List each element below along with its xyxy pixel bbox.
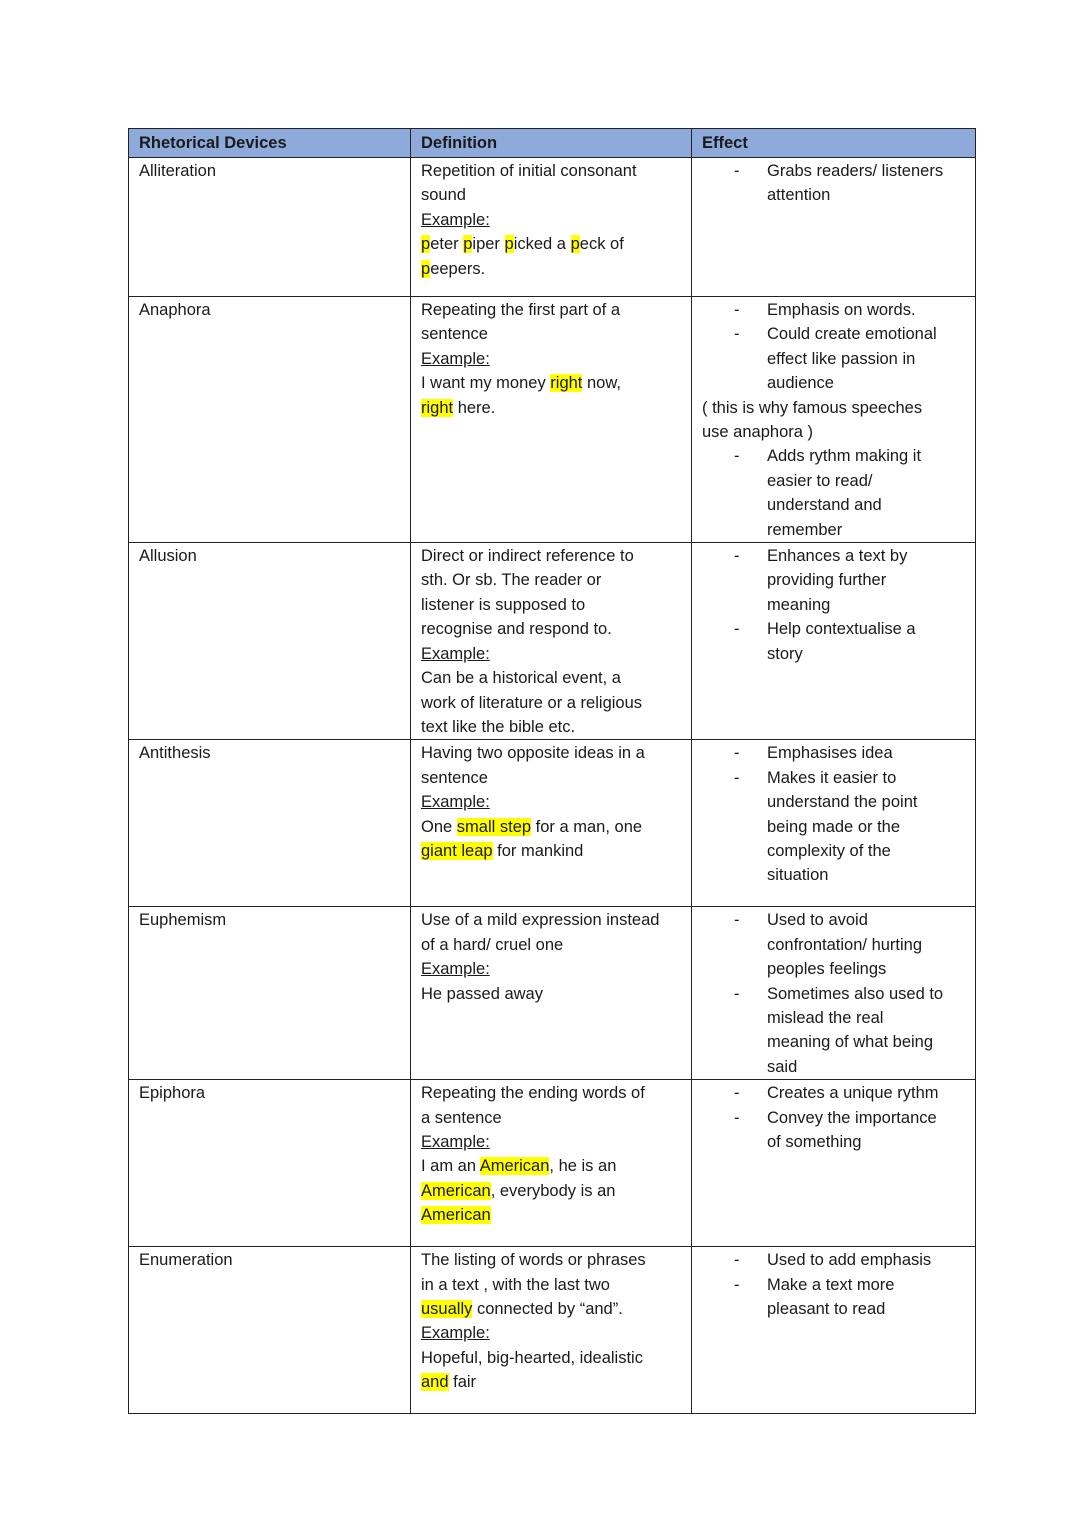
text-line <box>421 1179 687 1203</box>
text-run: , everybody is an <box>490 1181 616 1200</box>
example-label: Example: <box>421 960 490 979</box>
header-row <box>129 129 976 158</box>
effect-list <box>702 159 971 208</box>
effect-line: of something <box>767 1132 862 1151</box>
effect-line: being made or the <box>767 817 901 836</box>
effect-item <box>702 159 971 208</box>
effect-item <box>702 741 971 765</box>
text-line <box>421 232 687 256</box>
definition-line: sound <box>421 186 466 205</box>
device-name: Euphemism <box>139 911 227 930</box>
effect-cell <box>692 907 976 1080</box>
effect-line: story <box>767 644 803 663</box>
effect-item <box>702 1248 971 1272</box>
example-label: Example: <box>421 210 490 229</box>
device-name: Anaphora <box>139 301 211 319</box>
highlighted-text: American <box>479 1157 550 1176</box>
device-name-cell <box>129 907 411 1080</box>
highlighted-text: American <box>421 1206 491 1225</box>
effect-cell <box>692 543 976 740</box>
text-line <box>421 815 687 839</box>
text-line <box>421 1154 687 1178</box>
effect-line: situation <box>767 866 829 885</box>
header-definition: Definition <box>411 129 692 158</box>
effect-item <box>702 1273 971 1322</box>
definition-line: Use of a mild expression instead <box>421 911 660 930</box>
device-name: Alliteration <box>139 162 217 180</box>
text-run: here. <box>453 398 496 417</box>
effect-line: easier to read/ <box>767 471 873 490</box>
definition-line: listener is supposed to <box>421 595 586 614</box>
text-line <box>421 1203 687 1227</box>
effect-line: mislead the real <box>767 1008 884 1027</box>
effect-note-line: use anaphora ) <box>702 423 813 442</box>
effect-cell <box>692 1080 976 1247</box>
highlighted-text: right <box>421 398 454 417</box>
text-line <box>421 1346 687 1370</box>
text-run: eck of <box>579 235 624 254</box>
text-run: iper <box>472 235 505 254</box>
text-line <box>421 982 687 1006</box>
effect-item <box>702 1081 971 1105</box>
definition-cell <box>411 543 692 740</box>
effect-note-line: ( this is why famous speeches <box>702 398 923 417</box>
effect-line: confrontation/ hurting <box>767 935 923 954</box>
definition-cell <box>411 907 692 1080</box>
effect-item <box>702 322 971 395</box>
text-run: in a text , with the last two <box>421 1275 610 1294</box>
definition-line: sentence <box>421 768 488 787</box>
effect-line: understand and <box>767 496 882 515</box>
definition-line: a sentence <box>421 1108 502 1127</box>
effect-line: - Emphasis on words. <box>767 301 916 319</box>
definition-line: recognise and respond to. <box>421 620 612 639</box>
highlighted-text: p <box>504 235 514 254</box>
effect-cell <box>692 740 976 907</box>
table-row <box>129 907 976 1080</box>
definition-line: Having two opposite ideas in a <box>421 744 645 763</box>
text-run: eepers. <box>430 259 486 278</box>
text-run: The listing of words or phrases <box>421 1251 646 1270</box>
text-run: I want my money <box>421 374 551 393</box>
definition-line: sentence <box>421 325 488 344</box>
effect-line: - Make a text more <box>767 1275 895 1294</box>
effect-line: - Grabs readers/ listeners <box>767 162 944 180</box>
effect-note <box>702 396 971 445</box>
effect-list <box>702 1081 971 1154</box>
effect-cell <box>692 297 976 543</box>
text-run: for a man, one <box>531 817 643 836</box>
effect-line: audience <box>767 374 834 393</box>
example-label: Example: <box>421 349 490 368</box>
effect-line: - Adds rythm making it <box>767 447 922 466</box>
text-run: One <box>421 817 457 836</box>
device-name: Allusion <box>139 547 197 566</box>
effect-line: - Enhances a text by <box>767 547 908 566</box>
effect-line: meaning of what being <box>767 1033 934 1052</box>
highlighted-text: American <box>421 1181 491 1200</box>
effect-line: meaning <box>767 595 831 614</box>
definition-line: sth. Or sb. The reader or <box>421 571 602 590</box>
text-run: connected by “and”. <box>472 1299 623 1318</box>
effect-list <box>702 908 971 1079</box>
device-name-cell <box>129 1247 411 1414</box>
text-run: Hopeful, big-hearted, idealistic <box>421 1348 643 1367</box>
table-row <box>129 1247 976 1414</box>
device-name-cell <box>129 1080 411 1247</box>
effect-line: pleasant to read <box>767 1299 886 1318</box>
highlighted-text: p <box>421 259 431 278</box>
device-name-cell <box>129 297 411 543</box>
effect-item <box>702 1106 971 1155</box>
effect-line: understand the point <box>767 793 918 812</box>
definition-line: of a hard/ cruel one <box>421 935 564 954</box>
effect-item <box>702 444 971 542</box>
example-label: Example: <box>421 793 490 812</box>
definition-line: Repetition of initial consonant <box>421 162 637 180</box>
text-run: fair <box>448 1373 477 1392</box>
effect-cell <box>692 1247 976 1414</box>
text-line <box>421 1248 687 1272</box>
text-line <box>421 1273 687 1297</box>
text-run: now, <box>582 374 621 393</box>
effect-line: providing further <box>767 571 887 590</box>
effect-item <box>702 908 971 981</box>
device-name-cell <box>129 543 411 740</box>
highlighted-text: usually <box>421 1299 473 1318</box>
highlighted-text: giant leap <box>421 841 493 860</box>
definition-cell <box>411 1247 692 1414</box>
effect-list <box>702 298 971 396</box>
effect-item <box>702 766 971 888</box>
table-row <box>129 543 976 740</box>
rhetorical-devices-table <box>128 128 976 1414</box>
example-label: Example: <box>421 1324 490 1343</box>
text-line <box>421 715 687 739</box>
header-devices: Rhetorical Devices <box>129 129 411 158</box>
effect-item <box>702 544 971 617</box>
definition-cell <box>411 158 692 297</box>
effect-line: - Sometimes also used to <box>767 984 944 1003</box>
effect-list <box>702 444 971 542</box>
text-run: , he is an <box>549 1157 617 1176</box>
text-line <box>421 839 687 863</box>
text-line <box>421 1297 687 1321</box>
text-line <box>421 257 687 281</box>
effect-item <box>702 617 971 666</box>
definition-line: Repeating the ending words of <box>421 1084 645 1103</box>
highlighted-text: and <box>421 1373 449 1392</box>
effect-line: said <box>767 1057 798 1076</box>
text-run: for mankind <box>492 841 584 860</box>
effect-line: - Help contextualise a <box>767 620 916 639</box>
effect-list <box>702 1248 971 1321</box>
definition-cell <box>411 1080 692 1247</box>
table-row <box>129 740 976 907</box>
text-run: text like the bible etc. <box>421 717 576 736</box>
example-label: Example: <box>421 1132 490 1151</box>
table-row <box>129 158 976 297</box>
effect-line: remember <box>767 520 843 539</box>
highlighted-text: small step <box>456 817 532 836</box>
text-line <box>421 666 687 690</box>
effect-line: attention <box>767 186 831 205</box>
text-run: He passed away <box>421 984 543 1003</box>
text-line <box>421 691 687 715</box>
device-name: Enumeration <box>139 1251 233 1270</box>
text-line <box>421 371 687 395</box>
effect-line: complexity of the <box>767 841 891 860</box>
effect-line: - Used to avoid <box>767 911 868 930</box>
example-label: Example: <box>421 644 490 663</box>
device-name: Antithesis <box>139 744 211 763</box>
device-name: Epiphora <box>139 1084 206 1103</box>
definition-line: Repeating the first part of a <box>421 301 621 319</box>
highlighted-text: p <box>421 235 431 254</box>
effect-line: - Makes it easier to <box>767 768 897 787</box>
highlighted-text: p <box>463 235 473 254</box>
effect-line: - Could create emotional <box>767 325 937 344</box>
definition-cell <box>411 297 692 543</box>
effect-cell <box>692 158 976 297</box>
effect-list <box>702 544 971 666</box>
header-effect: Effect <box>692 129 976 158</box>
text-run: eter <box>430 235 464 254</box>
highlighted-text: p <box>570 235 580 254</box>
text-run: icked a <box>513 235 571 254</box>
definition-line: Direct or indirect reference to <box>421 547 634 566</box>
device-name-cell <box>129 740 411 907</box>
text-line <box>421 396 687 420</box>
device-name-cell <box>129 158 411 297</box>
effect-line: effect like passion in <box>767 349 916 368</box>
effect-item <box>702 982 971 1080</box>
table-row <box>129 297 976 543</box>
effect-line: - Convey the importance <box>767 1108 937 1127</box>
text-line <box>421 1370 687 1394</box>
table-row <box>129 1080 976 1247</box>
effect-line: peoples feelings <box>767 960 887 979</box>
text-run: work of literature or a religious <box>421 693 643 712</box>
highlighted-text: right <box>550 374 583 393</box>
definition-cell <box>411 740 692 907</box>
effect-line: - Creates a unique rythm <box>767 1084 939 1103</box>
text-run: Can be a historical event, a <box>421 669 621 688</box>
effect-item <box>702 298 971 322</box>
effect-list <box>702 741 971 887</box>
effect-line: - Emphasises idea <box>767 744 893 763</box>
text-run: I am an <box>421 1157 480 1176</box>
effect-line: - Used to add emphasis <box>767 1251 932 1270</box>
